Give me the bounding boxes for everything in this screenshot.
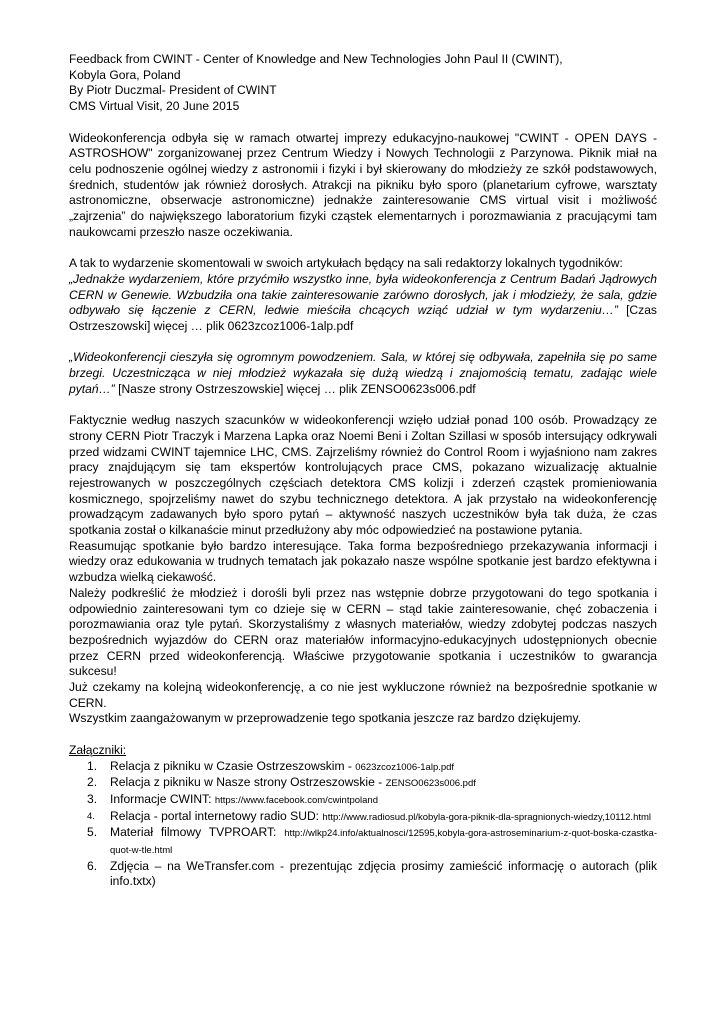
- attachment-item: [69, 775, 657, 792]
- header-line-location: Kobyla Gora, Poland: [69, 67, 181, 82]
- attachment-item: [69, 759, 657, 776]
- paragraph-next-visit: Już czekamy na kolejną wideokonferencję, a co nie jest wykluczone również na bezpośrednie spotkanie w CERN.: [69, 680, 657, 710]
- attachment-item: [69, 859, 657, 890]
- press-quote-czas-source: [Czas Ostrzeszowski] więcej … plik 0623zcoz1006-1alp.pdf: [69, 303, 657, 333]
- attachment-item: [69, 792, 657, 809]
- attachment-text: Relacja z pikniku w Czasie Ostrzeszowskim -: [110, 758, 356, 773]
- paragraph-summary: Reasumując spotkanie było bardzo interesujące. Taka forma bezpośredniego przekazywania informacji i wiedzy oraz edukowania w trudnych tematach jak pokazało nasze wspólne spotkanie jest bardzo efektywna i wzbudza wielką ciekawość.: [69, 538, 657, 585]
- attachment-file: 0623zcoz1006-1alp.pdf: [355, 761, 455, 773]
- attachment-number: 3.: [87, 791, 98, 806]
- attachment-text: Zdjęcia – na WeTransfer.com - prezentując zdjęcia prosimy zamieścić informację o autorach (plik info.txtx): [110, 858, 657, 889]
- attachment-file: ZENSO0623s006.pdf: [385, 778, 476, 790]
- document-page: [69, 52, 657, 890]
- press-quote-nasze-source: [Nasze strony Ostrzeszowskie] więcej … plik ZENSO0623s006.pdf: [114, 381, 476, 396]
- press-quote-nasze-text: „Wideokonferencji cieszyła się ogromnym powodzeniem. Sala, w której się odbywała, zapełniła się po same brzegi. Uczestnicząca w niej młodzież wykazała się dużą wiedzą i znajomością tematu, zadając wiele pytań…”: [69, 350, 657, 396]
- attachment-link[interactable]: https://www.facebook.com/cwintpoland: [214, 794, 378, 806]
- press-quote-czas-text: „Jednakże wydarzeniem, które przyćmiło wszystko inne, była wideokonferencja z Centrum Badań Jądrowych CERN w Genewie. Wzbudziła ona takie zainteresowanie zarówno dorosłych, jak i młodzieży, że sala, gdzie odbywało się łączenie z CERN, ledwie mieściła chcących wziąć udział w tym wydarzeniu…”: [69, 271, 657, 318]
- attachment-number: 1.: [87, 758, 98, 773]
- attachment-item: [69, 825, 657, 858]
- paragraph-preparation: Należy podkreślić że młodzież i dorośli byli przez nas wstępnie dobrze przygotowani do tego spotkania i odpowiednio zainteresowani tym co dzieje się w CERN – stąd takie zainteresowanie, chęć zobaczenia i porozmawiania oraz tyle pytań. Skorzystaliśmy z własnych materiałów, wiedzy zdobytej podczas naszych bezpośrednich wyjazdów do CERN oraz materiałów informacyjno-edukacyjnych udostępnionych obecnie przez CERN przed wideokonferencją. Właściwe przygotowanie spotkania i uczestników to gwarancja sukcesu!: [69, 585, 657, 679]
- attachment-text: Relacja z pikniku w Nasze strony Ostrzeszowskie -: [110, 775, 386, 790]
- attachment-link[interactable]: http://wlkp24.info/aktualnosci/12595,kobyla-gora-astroseminarium-z-quot-boska-czastka-quot-w-tle.html: [110, 828, 657, 857]
- header-line-organization: Feedback from CWINT - Center of Knowledge and New Technologies John Paul II (CWINT),: [69, 52, 563, 66]
- press-quote-nasze: [69, 350, 657, 397]
- attachments-title: Załączniki:: [69, 742, 127, 757]
- attachment-number: 5.: [87, 825, 98, 840]
- attachment-text: Relacja - portal internetowy radio SUD:: [110, 808, 323, 823]
- press-quote-czas: [69, 272, 657, 335]
- attachment-link[interactable]: http://www.radiosud.pl/kobyla-gora-piknik-dla-spragnionych-wiedzy,10112.html: [322, 811, 652, 823]
- paragraph-attendance: Faktycznie według naszych szacunków w wideokonferencji wzięło udział ponad 100 osób. Prowadzący ze strony CERN Piotr Traczyk i Marzena Lapka oraz Noemi Beni i Zoltan Szillasi w sposób intersujący odkrywali przed widzami CWINT tajemnice LHC, CMS. Zajrzeliśmy również do Control Room i wyjaśniono nam zakres pracy znajdującym się tam ekspertów kontrolujących prace CMS, pokazano wizualizację aktualnie rejestrowanych w poszczególnych częściach detektora CMS kolizji i zderzeń cząstek promieniowania kosmicznego, spojrzeliśmy nawet do szybu technicznego detektora. A jak przystało na wideokonferencję prowadzącym zadawanych było sporo pytań – aktywność naszych uczestników była tak duża, że czas spotkania został o kilkanaście minut przedłużony aby móc odpowiedzieć na postawione pytania.: [69, 413, 657, 538]
- paragraph-press-intro: A tak to wydarzenie skomentowali w swoich artykułach będący na sali redaktorzy lokalnych tygodników:: [69, 256, 623, 271]
- attachment-number: 6.: [87, 858, 98, 873]
- header-line-event: CMS Virtual Visit, 20 June 2015: [69, 99, 240, 114]
- paragraph-event-description: Wideokonferencja odbyła się w ramach otwartej imprezy edukacyjno-naukowej "CWINT - OPEN DAYS - ASTROSHOW" zorganizowanej przez Centrum Wiedzy i Nowych Technologii z Parzynowa. Piknik miał na celu podnoszenie ogólnej wiedzy z astronomii i fizyki i był skierowany do młodzieży ze szkół podstawowych, średnich, studentów jak również dorosłych. Atrakcji na pikniku było sporo (planetarium cyfrowe, warsztaty astronomiczne, obserwacje astronomiczne) jednakże zainteresowanie CMS virtual visit i możliwość „zajrzenia” do największego laboratorium fizyki cząstek elementarnych i porozmawiania z pracującymi tam naukowcami przeszło nasze oczekiwania.: [69, 130, 657, 239]
- paragraph-thanks: Wszystkim zaangażowanym w przeprowadzenie tego spotkania jeszcze raz bardzo dziękujemy.: [69, 711, 581, 726]
- attachment-item: [69, 809, 657, 826]
- header-line-author: By Piotr Duczmal- President of CWINT: [69, 83, 277, 98]
- attachment-text: Materiał filmowy TVPROART:: [110, 825, 285, 840]
- attachment-text: Informacje CWINT:: [110, 791, 215, 806]
- attachment-number: 4.: [87, 810, 95, 822]
- attachments-list: [69, 759, 657, 891]
- attachment-number: 2.: [87, 775, 98, 790]
